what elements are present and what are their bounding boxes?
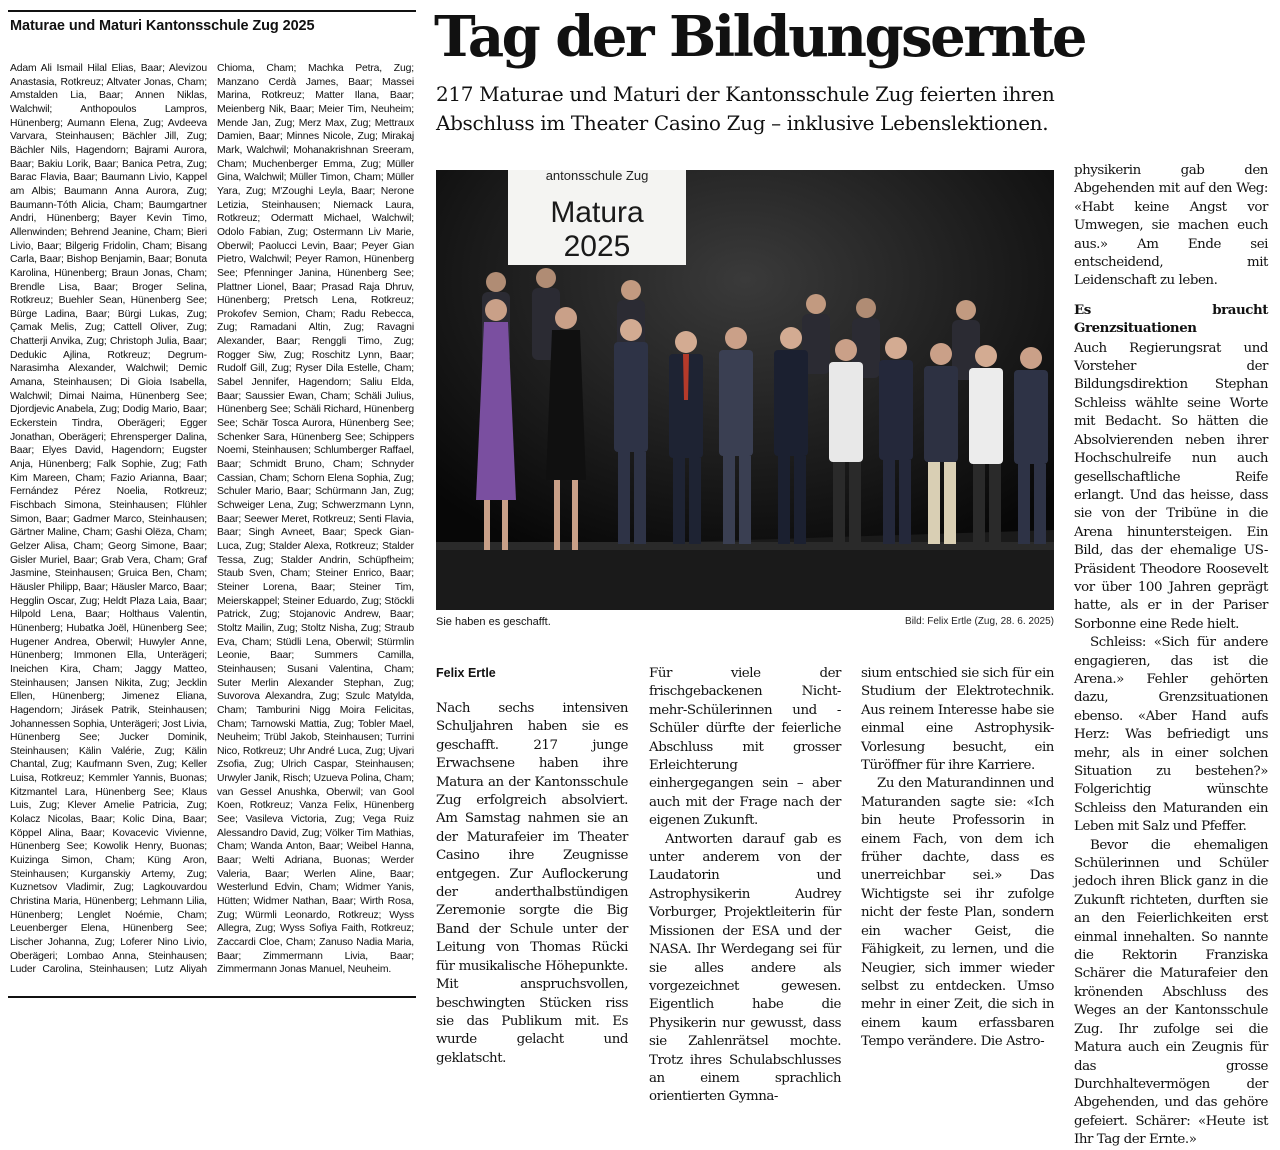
- graduates-list: Adam Ali Ismail Hilal Elias, Baar; Alevizou Anastasia, Rotkreuz; Altvater Jonas, Cham; Amstalden Lia, Baar; Annen Niklas, Walchwil; Anthopoulos Lampros, Hünenberg; Aumann Elena, Zug; Avdeeva Varvara, Steinhausen; Bächler Jill, Zug; Bächler Nils, Hagendorn; Bajrami Aurora, Baar; Bakiu Lorik, Baar; Banica Petra, Zug; Barac Flavia, Baar; Baumann Livio, Kappel am Albis; Baumann Anna Aurora, Zug; Baumann-Tóth Alicia, Cham; Baumgartner Andri, Hünenberg; Bayer Kevin Timo, Allenwinden; Behrend Jeanine, Cham; Bieri Livio, Baar; Bilgerig Fridolin, Cham; Bisang Carla, Baar; Bishop Benjamin, Baar; Bonuta Karolina, Hünenberg; Braun Jonas, Cham; Brendle Lisa, Baar; Broger Selina, Rotkreuz; Buehler Sean, Hünenberg See; Bürge Ladina, Baar; Bürgi Lukas, Zug; Çamak Melis, Zug; Cattell Oliver, Zug; Chatterji Anvika, Zug; Christoph Julia, Baar; Dedukic Ajlina, Rotkreuz; Degrum-Narasimha Alexander, Walchwil; Demic Amana, Steinhausen; Di Gioia Isabella, Walchwil; Dimai Naima, Hünenberg See; Djordjevic Anabela, Zug; Dodig Mario, Baar; Eckerstein Tindra, Oberägeri; Egger Jonathan, Oberägeri; Ehrensperger Dalina, Baar; Elyes David, Hagendorn; Eugster Anja, Hünenberg; Falk Sophie, Zug; Fath Kim Mareen, Cham; Fazio Arianna, Baar; Fernández Pérez Noelia, Rotkreuz; Fischbach Simona, Steinhausen; Flühler Simon, Baar; Gadmer Marco, Steinhausen; Gärtner Maline, Cham; Gashi Olëza, Cham; Gelzer Alisa, Cham; Georg Simone, Baar; Gisler Muriel, Baar; Grab Vera, Cham; Graf Jasmine, Steinhausen; Gruica Ben, Cham; Häusler Philipp, Baar; Häusler Marco, Baar; Hegglin Oscar, Zug; Heldt Plaza Laia, Baar; Hilpold Lena, Baar; Holthaus Valentin, Hünenberg; Hubatka Joël, Hünenberg See; Hugener Andrea, Oberwil; Huwyler Anne, Hünenberg; Immonen Ella, Unterägeri; Ineichen Kira, Cham; Jaggy Matteo, Steinhausen; Jansen Nikita, Zug; Jecklin Ellen, Hünenberg; Jimenez Eliana, Hagendorn; Jirásek Patrik, Steinhausen; Johannessen Sophia, Unterägeri; Jost Livia, Hünenberg See; Jucker Dominik, Steinhausen; Kälin Valérie, Zug; Kälin Chantal, Zug; Kaufmann Sven, Zug; Keller Luisa, Rotkreuz; Kemmler Yannis, Buonas; Kitzmantel Lara, Hünenberg See; Klaus Luis, Zug; Klever Amelie Patricia, Zug; Kolacz Nicolas, Baar; Kolic Dina, Baar; Köppel Alina, Baar; Kovacevic Vivienne, Hünenberg See; Kowolik Henry, Buonas; Kuizinga Simon, Cham; Küng Aron, Steinhausen; Kurganskiy Artemy, Zug; Kuznetsov Vladimir, Zug; Lagkouvardou Christina Maria, Hünenberg; Lehmann Lilia, Hünenberg; Lenglet Noémie, Cham; Leuenberger Elena, Hünenberg See; Lischer Johanna, Zug; Loferer Nino Livio, Oberägeri; Lombao Anna, Steinhausen; Luder Carolina, Steinhausen; Lutz Aliyah Chioma, Cham; Machka Petra, Zug; Manzano Cerdà James, Baar; Massei Marina, Rotkreuz; Matter Ilana, Baar; Meienberg Nik, Baar; Meier Tim, Neuheim; Mende Jan, Zug; Merz Max, Zug; Mettraux Damien, Baar; Minnes Nicole, Zug; Mirakaj Mark, Walchwil; Mohanakrishnan Sreeram, Cham; Muchenberger Emma, Zug; Müller Gina, Walchwil; Müller Timon, Cham; Müller Yara, Zug; M'Zoughi Leyla, Baar; Nerone Letizia, Steinhausen; Niemack Laura, Rotkreuz; Odermatt Michael, Walchwil; Odolo Fabian, Zug; Ostermann Liv Marie, Oberwil; Paolucci Levin, Baar; Peyer Gian Pietro, Walchwil; Peyer Ramon, Hünenberg See; Pfenninger Janina, Hünenberg See; Plattner Lionel, Baar; Prasad Raja Dhruv, Hünenberg; Pretsch Lena, Rotkreuz; Prokofev Semion, Cham; Radu Rebecca, Zug; Ramadani Altin, Zug; Ravagni Alexander, Baar; Renggli Timo, Zug; Rogger Siw, Zug; Roschitz Lynn, Baar; Rudolf Gill, Zug; Ryser Dila Estelle, Cham; Sabel Jennifer, Hagendorn; Saliu Elda, Baar; Saussier Ewan, Cham; Schäli Julius, Hünenberg See; Schäli Richard, Hünenberg See; Schär Tosca Aurora, Hünenberg See; Schenker Sara, Hünenberg See; Schippers Noemi, Steinhausen; Schlumberger Raffael, Baar; Schmidt Bruno, Cham; Schnyder Cassian, Cham; Schorn Elena Sophia, Zug; Schuler Mario, Baar; Schürmann Jan, Zug; Schweiger Lena, Zug; Schwerzmann Lynn, Baar; Seewer Meret, Rotkreuz; Senti Flavia, Baar; Singh Avneet, Baar; Speck Gian-Luca, Zug; Stalder Alexa, Rotkreuz; Stalder Tessa, Zug; Stalder Andrin, Schüpfheim; Staub Sven, Cham; Steiner Enrico, Baar; Steiner Lorena, Baar; Steiner Tim, Meierskappel; Steiner Eduardo, Zug; Stöckli Patrick, Zug; Stojanovic Andrew, Baar; Stoltz Mailin, Zug; Stoltz Nisha, Zug; Straub Eva, Cham; Stüdli Lena, Oberwil; Stürmlin Leonie, Baar; Summers Camilla, Steinhausen; Susani Valentina, Cham; Suter Merlin Alexander Stephan, Zug; Suvorova Alexandra, Zug; Szulc Matylda, Cham; Tamburini Nigg Moira Felicitas, Cham; Tarnowski Mattia, Zug; Tobler Mael, Neuheim; Trübl Jakob, Steinhausen; Turrini Nico, Rotkreuz; Uhr André Luca, Zug; Ujvari Zsofia, Zug; Ulrich Caspar, Steinhausen; Urwyler Janik, Risch; Uzueva Polina, Cham; van Gessel Anushka, Oberwil; van Gool Koen, Rotkreuz; Vanza Felix, Hünenberg See; Vasileva Victoria, Zug; Vega Ruiz Alessandro David, Zug; Völker Tim Mathias, Cham; Wanda Anton, Baar; Weibel Hanna, Baar; Welti Adriana, Buonas; Werder Valeria, Baar; Werlen Aline, Baar; Westerlund Edvin, Cham; Widmer Yanis, Hütten; Widmer Nathan, Baar; Wirth Rosa, Zug; Würmli Leonardo, Rotkreuz; Wyss Allegra, Zug; Wyss Sofiya Faith, Rotkreuz; Zaccardi Cloe, Cham; Zanuso Nadia Maria, Baar; Zimmermann Livia, Baar; Zimmermann Jonas Manuel, Neuheim.: [10, 63, 414, 976]
- article-column-1: [436, 700, 628, 1068]
- article-column-4: [1074, 162, 1268, 1150]
- banner-matura-text: Matura: [550, 196, 644, 229]
- banner-year-text: 2025: [563, 230, 631, 263]
- article-column-3: [861, 665, 1054, 1052]
- paragraph: Für viele der frischgebackenen Nicht-mehr-Schülerinnen und -Schüler dürfte der feierliche Abschluss mit grosser Erleichterung einhergegangen sein – aber auch mit der Frage nach der eigenen Zukunft.: [649, 666, 841, 829]
- graduates-title: Maturae und Maturi Kantonsschule Zug 2025: [10, 18, 315, 34]
- paragraph: Nach sechs intensiven Schuljahren haben sie es geschafft. 217 junge Erwachsene haben ihre Matura an der Kantonsschule Zug erfolgreich absolviert. Am Samstag nahmen sie an der Maturafeier im Theater Casino ihre Zeugnisse entgegen. Zur Auflockerung der anderthalbstündigen Zeremonie sorgte die Big Band der Schule unter der Leitung von Thomas Rücki für musikalische Höhepunkte. Mit anspruchsvollen, beschwingten Stücken riss sie das Publikum mit. Es wurde gelacht und geklatscht.: [436, 701, 628, 1066]
- graduates-box: [8, 10, 416, 998]
- banner-school-text: antonsschule Zug: [545, 170, 649, 183]
- photo-caption: Sie haben es geschafft.: [436, 616, 551, 628]
- section-subheading: Es braucht Grenzsituationen: [1074, 301, 1268, 337]
- paragraph: Zu den Maturandinnen und Maturanden sagte sie: «Ich bin heute Professorin in einem Fach, von dem ich früher dachte, dass es unerreichbar sei.» Das Wichtigste sei ihr zufolge nicht der feste Plan, sondern ein wacher Geist, die Fähigkeit, zu lernen, und die Neugier, sich immer wieder selbst zu entdecken. Umso mehr in einer Zeit, die sich in einem kaum erfassbaren Tempo verändere. Die Astro-: [861, 776, 1054, 1050]
- box-bottom-rule: [8, 996, 416, 998]
- photo-illustration: [436, 170, 1054, 610]
- photo-caption-row: [436, 616, 1054, 632]
- subheadline: 217 Maturae und Maturi der Kantonsschule Zug feierten ihren Abschluss im Theater Casino Zug – inklusive Lebenslektionen.: [436, 82, 1055, 135]
- paragraph: Bevor die ehemaligen Schülerinnen und Schüler jedoch ihren Blick ganz in die Zukunft richteten, durften sie an den Feierlichkeiten erst einmal innehalten. So nannte die Rektorin Franziska Schärer die Maturafeier den krönenden Abschluss des Weges an der Kantonsschule Zug. Ihr zufolge sei die Matura auch ein Zeugnis für das grosse Durchhaltevermögen der Abgehenden, und das gehöre gefeiert. Schärer: «Heute ist Ihr Tag der Ernte.»: [1074, 837, 1268, 1148]
- paragraph: Schleiss: «Sich für andere engagieren, das ist die Arena.» Fehler gehörten dazu, Grenzsituationen ebenso. «Aber Hand aufs Herz: Was befriedigt uns mehr, als in einer solchen Situation zu bestehen?» Folgerichtig wünschte Schleiss den Maturanden ein Leben mit Salz und Pfeffer.: [1074, 635, 1268, 835]
- paragraph: sium entschied sie sich für ein Studium der Elektrotechnik. Aus reinem Interesse habe sie einmal eine Astrophysik-Vorlesung besucht, ein Türöffner für ihre Karriere.: [861, 666, 1054, 774]
- box-top-rule: [8, 10, 416, 12]
- paragraph: Antworten darauf gab es unter anderem von der Laudatorin und Astrophysikerin Audrey Vorburger, Projektleiterin für Missionen der ESA und der NASA. Ihr Werdegang sei für sie alles andere als vorgezeichnet gewesen. Eigentlich habe die Physikerin nur gewusst, dass sie Zahlenrätsel mochte. Trotz ihres Schulabschlusses an einem sprachlich orientierten Gymna-: [649, 831, 841, 1105]
- paragraph: Auch Regierungsrat und Vorsteher der Bildungsdirektion Stephan Schleiss wählte seine Worte mit Bedacht. So hätten die Absolvierenden neben ihrer Hochschulreife nun auch gesellschaftliche Reife erlangt. Und das heisse, dass sie von der Tribüne in die Arena hinuntersteigen. Ein Bild, das der ehemalige US-Präsident Theodore Roosevelt vor über 100 Jahren geprägt hatte, als er in der Pariser Sorbonne eine Rede hielt.: [1074, 340, 1268, 632]
- photo-credit: Bild: Felix Ertle (Zug, 28. 6. 2025): [905, 616, 1054, 627]
- article-column-2: [649, 665, 841, 1107]
- paragraph: physikerin gab den Abgehenden mit auf den Weg: «Habt keine Angst vor Umwegen, sie machen euch aus.» Am Ende sei entscheidend, mit Leidenschaft zu leben.: [1074, 163, 1268, 289]
- graduation-photo: [436, 170, 1054, 610]
- author-byline: Felix Ertle: [436, 666, 496, 680]
- headline: Tag der Bildungsernte: [434, 4, 1086, 70]
